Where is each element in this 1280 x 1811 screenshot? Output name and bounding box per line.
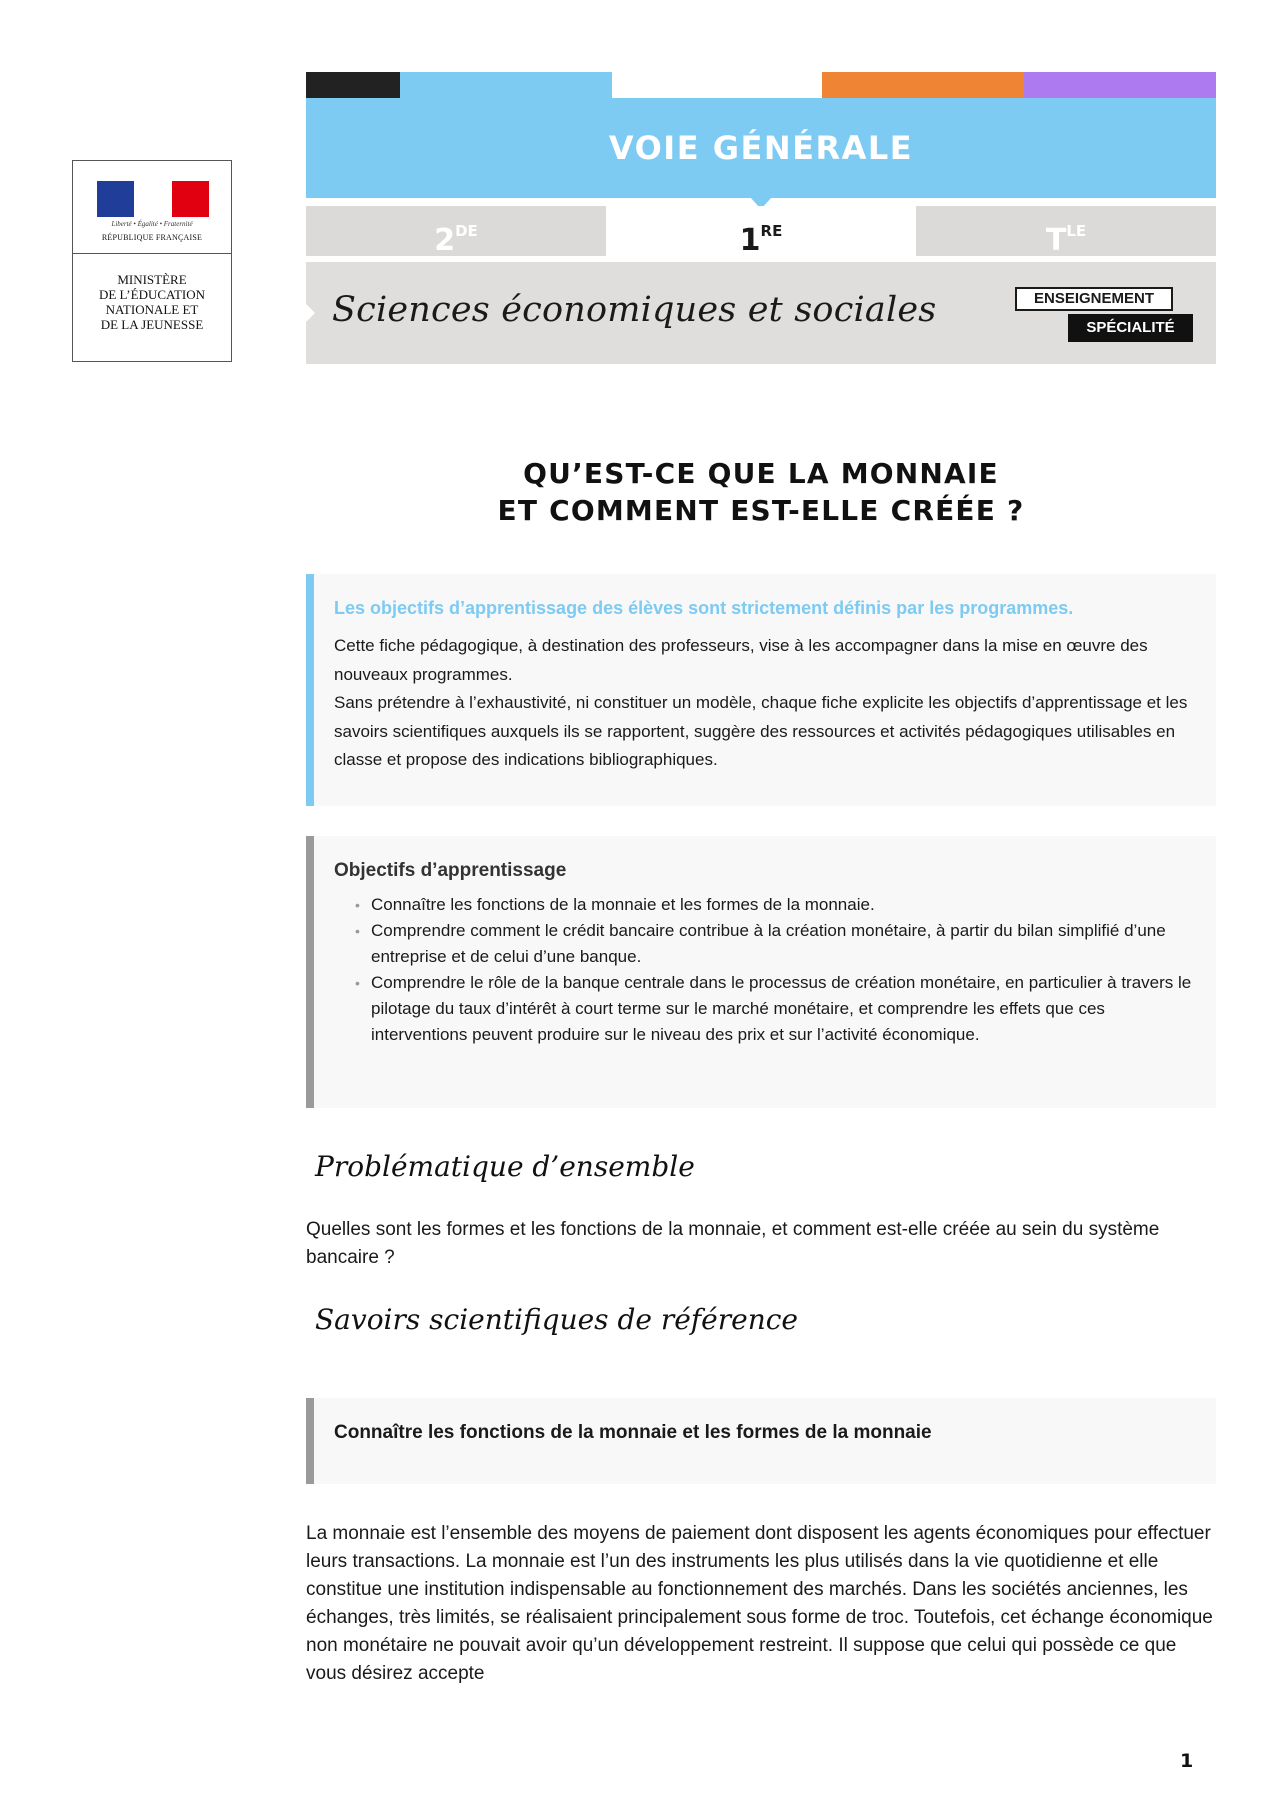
page-number: 1 (1180, 1750, 1194, 1772)
logo-republic: RÉPUBLIQUE FRANÇAISE (101, 233, 203, 242)
title-line-2: ET COMMENT EST-ELLE CRÉÉE ? (497, 494, 1025, 527)
objectives-box (306, 836, 1216, 1108)
objective-text: Connaître les fonctions de la monnaie et les formes de la monnaie. (371, 895, 875, 914)
savoirs-box (306, 1398, 1216, 1484)
savoirs-title: Savoirs scientifiques de référence (315, 1303, 798, 1336)
flag-blue (97, 181, 134, 217)
level-base: T (1045, 223, 1067, 258)
logo-motto: Liberté • Égalité • Fraternité (111, 220, 193, 228)
objective-text: Comprendre comment le crédit bancaire contribue à la création monétaire, à partir du bilan simplifié d’une entreprise et de celui d’une banque. (371, 921, 1166, 966)
problematique-title: Problématique d’ensemble (315, 1150, 695, 1183)
strip-black (306, 72, 400, 98)
bullet-icon: • (355, 923, 360, 939)
intro-text (334, 632, 1204, 775)
logo-republic-block (73, 161, 231, 254)
title-line-1: QU’EST-CE QUE LA MONNAIE (523, 457, 999, 490)
objectives-heading: Objectifs d’apprentissage (334, 860, 567, 881)
logo-ministry: MINISTÈRE DE L’ÉDUCATION NATIONALE ET DE LA JEUNESSE (98, 272, 206, 332)
savoirs-box-text: Connaître les fonctions de la monnaie et les formes de la monnaie (334, 1422, 932, 1443)
strip-purple (1024, 72, 1216, 98)
subject-arrow-icon (306, 304, 315, 322)
savoirs-text: La monnaie est l’ensemble des moyens de paiement dont disposent les agents économiques pour effectuer leurs transactions. La monnaie est l’un des instruments les plus utilisés dans la vie quotidienne et elle constitue une institution indispensable au fonctionnement des marchés. Dans les sociétés anciennes, les échanges, très limités, se réalisaient principalement sous forme de troc. Toutefois, cet échange économique non monétaire ne pouvait avoir qu’un développement restreint. Il suppose que celui qui possède ce que vous désirez accepte (306, 1523, 1213, 1684)
level-base: 2 (434, 223, 456, 258)
intro-paragraph-2: Sans prétendre à l’exhaustivité, ni constituer un modèle, chaque fiche explicite les objectifs d’apprentissage et les savoirs scientifiques auxquels ils se rapportent, suggère des ressources et activités pédagogiques utilisables en classe et propose des indications bibliographiques. (334, 693, 1188, 769)
ministry-logo (72, 160, 232, 362)
level-tab-premiere (606, 206, 916, 256)
badge-enseignement: ENSEIGNEMENT (1015, 287, 1173, 311)
level-tab-terminale (916, 206, 1216, 256)
level-base: 1 (739, 223, 761, 258)
problematique-text: Quelles sont les formes et les fonctions de la monnaie, et comment est-elle créée au sein du système bancaire ? (306, 1219, 1160, 1268)
objectives-accent-bar (306, 836, 314, 1108)
intro-accent-bar (306, 574, 314, 806)
level-sup: RE (760, 222, 783, 240)
list-item (346, 970, 1206, 1048)
badge-specialite: SPÉCIALITÉ (1068, 314, 1193, 342)
intro-paragraph-1: Cette fiche pédagogique, à destination des professeurs, vise à les accompagner dans la mise en œuvre des nouveaux programmes. (334, 636, 1148, 684)
intro-box (306, 574, 1216, 806)
bullet-icon: • (355, 897, 360, 913)
strip-orange (822, 72, 1024, 98)
level-sup: LE (1066, 222, 1087, 240)
level-tab-seconde (306, 206, 606, 256)
flag-red (172, 181, 209, 217)
subject-title: Sciences économiques et sociales (332, 290, 937, 330)
savoirs-accent-bar (306, 1398, 314, 1484)
voie-banner: VOIE GÉNÉRALE (306, 98, 1216, 198)
page-title (306, 455, 1216, 529)
header-color-strip (306, 72, 1216, 98)
list-item (346, 892, 1206, 918)
level-sup: DE (455, 222, 478, 240)
objective-text: Comprendre le rôle de la banque centrale dans le processus de création monétaire, en particulier à travers le pilotage du taux d’intérêt à court terme sur le marché monétaire, et comprendre les effets que ces interventions peuvent produire sur le niveau des prix et sur l’activité économique. (371, 973, 1192, 1044)
list-item (346, 918, 1206, 970)
strip-white (612, 72, 822, 98)
objectives-list (346, 892, 1206, 1048)
bullet-icon: • (355, 975, 360, 991)
flag-white (134, 181, 171, 217)
french-flag-icon (97, 181, 209, 217)
intro-lead: Les objectifs d’apprentissage des élèves sont strictement définis par les programmes. (334, 598, 1074, 618)
strip-blue (400, 72, 612, 98)
